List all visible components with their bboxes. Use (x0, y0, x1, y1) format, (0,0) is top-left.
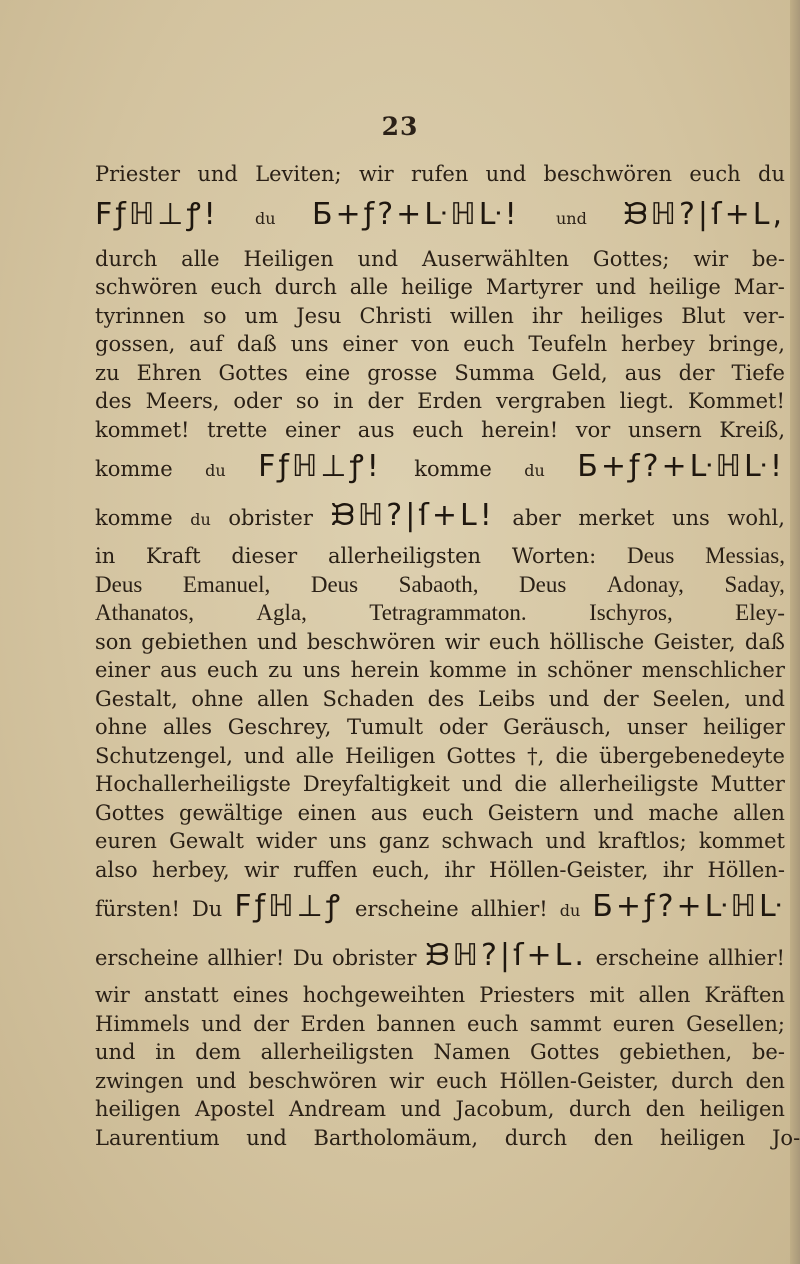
word: rufen (411, 162, 469, 186)
word: gebiethen (141, 629, 248, 654)
word: euch (463, 332, 515, 356)
word: Gottes (446, 743, 517, 768)
sigil-name: ᙖℍ?|ſ+ᒪ! (330, 498, 495, 533)
text-line (95, 599, 785, 628)
word: heilige (648, 275, 721, 299)
text-line (95, 685, 785, 714)
word: der (678, 360, 715, 385)
word: komme (95, 457, 173, 481)
word: be- (751, 246, 785, 271)
text-line (95, 1010, 785, 1039)
word: heiligen (659, 1125, 746, 1150)
text-line (95, 933, 785, 981)
word: Tetragrammaton. (369, 600, 527, 625)
word: gossen, (95, 332, 176, 356)
text-line (95, 160, 785, 189)
word: Deus (310, 571, 359, 597)
word: und (195, 1068, 237, 1093)
word: herbey (621, 332, 695, 356)
word: Schutzengel, (95, 743, 233, 768)
word: einer (284, 417, 341, 442)
word: Eley- (735, 600, 785, 625)
word: beschwören (306, 629, 436, 654)
word: und (461, 772, 503, 796)
word: durch (504, 1125, 567, 1150)
word: anstatt (143, 983, 219, 1007)
word: Blut (681, 303, 726, 328)
word: bannen (376, 1011, 456, 1036)
word: der (367, 389, 404, 413)
word: euch (467, 1011, 519, 1036)
word: Auserwählten (421, 246, 570, 271)
text-line (95, 1067, 785, 1096)
word: Gewalt (169, 829, 244, 853)
word: sammt (529, 1011, 602, 1036)
word: Deus (627, 543, 675, 568)
word: durch (671, 1068, 734, 1093)
word: willen (449, 303, 514, 328)
text-line (95, 827, 785, 856)
word: und (244, 743, 285, 768)
word: Ehren (136, 360, 202, 385)
word: allen (257, 686, 309, 711)
word: fürsten! (95, 897, 180, 921)
word: heiliger (702, 715, 785, 739)
text-line (95, 628, 785, 657)
word: Kommet! (688, 389, 785, 413)
word: einen (297, 800, 357, 825)
word: uns (302, 658, 341, 682)
word: euch (488, 629, 541, 654)
text-line (95, 416, 785, 445)
word: allerheiligste (558, 772, 699, 796)
word: allen (638, 983, 691, 1007)
word: menschlicher (641, 658, 785, 682)
word: euren (95, 829, 157, 853)
word: schöner (547, 658, 632, 682)
word: allerheiligsten (327, 544, 482, 568)
word: be- (751, 1040, 785, 1064)
word: daß (236, 332, 277, 356)
word: allhier! (470, 897, 548, 921)
word: ohne (191, 686, 244, 711)
word: einer (342, 332, 398, 356)
word: obrister (228, 506, 313, 530)
word: Priester (95, 162, 180, 186)
word: Geld, (551, 360, 608, 385)
word: Priesters (479, 983, 576, 1007)
word: und (246, 1125, 287, 1150)
word: Gesellen; (686, 1011, 785, 1036)
word: Meers, (145, 389, 220, 413)
word: Gottes; (592, 246, 670, 271)
word: Christi (359, 303, 432, 328)
word: Höllen-Geister, (499, 1068, 659, 1093)
word: tyrinnen (95, 303, 186, 328)
word: und (593, 800, 634, 825)
word: die (555, 743, 589, 768)
word: so (295, 389, 320, 413)
word: euch (689, 162, 741, 186)
word: und (197, 162, 238, 186)
page-number: 23 (381, 112, 419, 141)
word: euch (210, 275, 262, 299)
word: uns (671, 506, 710, 530)
word: schwören (95, 275, 198, 299)
word: uns (328, 829, 367, 853)
page-edge (790, 0, 800, 1264)
word: herein (350, 658, 420, 682)
text-line (95, 856, 785, 885)
word: schwach (441, 829, 534, 853)
word: Geschrey, (227, 715, 332, 739)
word: oder (233, 389, 282, 413)
word: Mutter (710, 772, 785, 796)
word: übergebenedeyte (599, 743, 785, 768)
sigil-name: Ƃ+ƒ?+ᒷℍᒷ (592, 889, 785, 924)
word: mit (589, 983, 625, 1007)
word: und (556, 208, 587, 228)
word: alles (162, 715, 213, 739)
word: herein! (481, 417, 559, 442)
word: wir (444, 629, 480, 654)
word: Apostel (194, 1097, 275, 1121)
word: Martyrer (485, 275, 583, 299)
word: den (645, 1097, 685, 1121)
word: und (95, 1040, 136, 1064)
word: Jo- (772, 1125, 800, 1150)
word: beschwören (543, 162, 673, 186)
word: von (411, 332, 450, 356)
word: komme (414, 457, 492, 481)
word: du (255, 208, 276, 228)
word: Heiligen (243, 246, 334, 271)
word: Leibs (477, 686, 536, 711)
text-line (95, 713, 785, 742)
word: ihr (662, 857, 694, 882)
word: Leviten; (255, 162, 342, 186)
word: Sabaoth, (398, 571, 479, 597)
text-line (95, 656, 785, 685)
word: euch, (372, 857, 430, 882)
word: gewältige (179, 800, 284, 825)
text-line (95, 493, 785, 542)
word: Erden (417, 389, 483, 413)
word: zwingen (95, 1068, 184, 1093)
word: gebiethen, (619, 1040, 733, 1064)
word: Bartholomäum, (313, 1125, 478, 1150)
word: du (524, 461, 545, 480)
word: Gestalt, (95, 686, 178, 711)
word: und (485, 162, 527, 186)
word: son (95, 629, 132, 654)
word: eines (232, 983, 289, 1007)
word: Himmels (95, 1011, 190, 1036)
word: heiligen (699, 1097, 785, 1121)
word: allhier! (707, 946, 785, 970)
word: Gottes (218, 360, 289, 385)
word: Hochallerheiligste (95, 772, 291, 796)
sigil-name: Ƃ+ƒ?+ᒷℍᒷ! (311, 196, 520, 232)
word: Jacobum, (455, 1097, 555, 1121)
text-line (95, 770, 785, 799)
word: zu (268, 658, 293, 682)
word: eine (305, 360, 351, 385)
word: durch (568, 1097, 632, 1121)
word: und (545, 829, 586, 853)
word: wir (244, 857, 279, 882)
word: Du (191, 897, 223, 921)
word: wohl, (727, 506, 785, 530)
word: kraftlos; (598, 829, 687, 853)
word: trette (207, 417, 268, 442)
word: also (95, 857, 138, 882)
word: Erden (300, 1011, 366, 1036)
word: komme (95, 506, 173, 530)
word: beschwören (248, 1068, 378, 1093)
word: oder (438, 715, 488, 739)
word: Kraft (146, 544, 201, 568)
word: allhier! (207, 946, 285, 970)
word: ruffen (293, 857, 358, 882)
word: ver- (743, 303, 785, 328)
word: die (514, 772, 547, 796)
text-line (95, 571, 785, 600)
word: und (744, 686, 785, 711)
word: erscheine (355, 897, 459, 921)
text-line (95, 302, 785, 331)
word: euch (206, 658, 259, 682)
word: und (257, 629, 298, 654)
text-line (95, 189, 785, 245)
word: Kreiß, (719, 417, 785, 442)
word: Andream (289, 1097, 387, 1121)
word: Geräusch, (503, 715, 612, 739)
word: ohne (95, 715, 148, 739)
word: unser (626, 715, 688, 739)
word: †, (527, 743, 545, 768)
word: Jesu (296, 303, 342, 328)
text-line (95, 884, 785, 933)
word: grosse (367, 360, 438, 385)
sigil-name: ᙖℍ?|ſ+ᒪ. (425, 938, 587, 973)
word: auf (189, 332, 223, 356)
word: merket (578, 506, 655, 530)
word: Du (293, 946, 324, 970)
word: zu (95, 360, 120, 385)
word: vergraben (496, 389, 606, 413)
sigil-name: ᙖℍ?|ſ+ᒪ, (623, 196, 785, 232)
word: mache (648, 800, 719, 825)
word: und (357, 246, 399, 271)
word: Mar- (733, 275, 785, 299)
word: uns (290, 332, 329, 356)
word: Heiligen (345, 743, 436, 768)
word: dieser (231, 544, 298, 568)
word: bringe, (708, 332, 785, 356)
sigil-name: Ƃ+ƒ?+ᒷℍᒷ! (577, 449, 785, 484)
word: alle (181, 246, 220, 271)
sigil-name: Ϝƒℍ⊥ꝭ! (95, 196, 219, 232)
word: Schaden (322, 686, 415, 711)
word: den (745, 1068, 785, 1093)
word: aus (160, 658, 197, 682)
word: Höllen- (707, 857, 785, 882)
word: so (203, 303, 227, 328)
text-line (95, 742, 785, 771)
text-line (95, 1124, 800, 1153)
word: in (333, 389, 354, 413)
word: dem (195, 1040, 241, 1064)
word: Deus (519, 571, 567, 597)
text-line (95, 245, 785, 274)
word: Höllen-Geister, (489, 857, 649, 882)
word: und (548, 686, 590, 711)
word: ganz (378, 829, 430, 853)
word: kommet! (95, 417, 190, 442)
word: Namen (433, 1040, 511, 1064)
word: Dreyfaltigkeit (302, 772, 450, 796)
word: vor (575, 417, 611, 442)
word: des (95, 389, 132, 413)
word: höllische (549, 629, 645, 654)
word: du (758, 162, 785, 186)
word: ihr (532, 303, 563, 328)
word: aus (624, 360, 662, 385)
word: euch (436, 1068, 488, 1093)
word: allerheiligsten (260, 1040, 414, 1064)
text-line (95, 799, 785, 828)
word: Agla, (256, 600, 307, 625)
word: euch (412, 417, 464, 442)
word: Laurentium (95, 1125, 220, 1150)
text-line (95, 330, 785, 359)
word: hochgeweihten (302, 983, 466, 1007)
word: Messias, (705, 543, 785, 568)
text-line (95, 273, 785, 302)
word: Summa (454, 360, 535, 385)
text-block (95, 160, 800, 1152)
word: daß (744, 629, 785, 654)
word: in (516, 658, 538, 682)
word: Gottes (529, 1040, 600, 1064)
word: durch (274, 275, 337, 299)
word: erscheine (595, 946, 700, 970)
word: aber (512, 506, 561, 530)
text-line (95, 359, 785, 388)
word: aus (370, 800, 408, 825)
text-line (95, 542, 785, 571)
sigil-name: Ϝƒℍ⊥ꝭ! (258, 449, 382, 484)
word: erscheine (95, 946, 199, 970)
word: Gottes (95, 800, 165, 825)
word: unsern (627, 417, 702, 442)
word: in (155, 1040, 176, 1064)
word: Geistern (487, 800, 579, 825)
word: euren (612, 1011, 675, 1036)
word: durch (95, 246, 158, 271)
word: Athanatos, (95, 600, 195, 625)
word: herbey, (152, 857, 230, 882)
word: Ischyros, (589, 600, 673, 625)
word: Saday, (724, 571, 785, 597)
word: Deus (95, 571, 143, 597)
word: du (205, 461, 226, 480)
word: du (190, 510, 211, 529)
word: um (244, 303, 279, 328)
sigil-name: Ϝƒℍ⊥ꝭ (234, 889, 343, 924)
word: Worten: (511, 544, 597, 568)
word: wider (256, 829, 317, 853)
word: wir (693, 246, 729, 271)
word: wir (358, 162, 394, 186)
word: und (201, 1011, 242, 1036)
word: Tiefe (731, 360, 785, 385)
word: und (595, 275, 637, 299)
word: alle (349, 275, 389, 299)
word: obrister (332, 946, 417, 970)
word: Kräften (704, 983, 785, 1007)
text-line (95, 1038, 785, 1067)
text-line (95, 1095, 785, 1124)
word: Seelen, (652, 686, 731, 711)
word: alle (295, 743, 335, 768)
word: heiliges (580, 303, 664, 328)
word: komme (429, 658, 507, 682)
word: den (593, 1125, 634, 1150)
word: wir (95, 983, 130, 1007)
word: kommet (698, 829, 785, 853)
word: liegt. (619, 389, 675, 413)
word: der (602, 686, 639, 711)
text-line (95, 387, 785, 416)
word: heiligen (95, 1097, 181, 1121)
word: du (559, 901, 581, 920)
word: ihr (444, 857, 475, 882)
word: euch (422, 800, 474, 825)
word: und (400, 1097, 442, 1121)
word: des (427, 686, 465, 711)
text-line (95, 981, 785, 1010)
word: aus (357, 417, 395, 442)
word: wir (389, 1068, 424, 1093)
word: der (253, 1011, 290, 1036)
word: Adonay, (606, 571, 684, 597)
word: allen (733, 800, 785, 825)
word: heilige (401, 275, 473, 299)
word: Teufeln (528, 332, 608, 356)
word: einer (95, 658, 151, 682)
word: Geister, (653, 629, 736, 654)
word: Emanuel, (182, 571, 271, 597)
word: Tumult (346, 715, 424, 739)
text-line (95, 444, 785, 493)
word: in (95, 544, 116, 568)
